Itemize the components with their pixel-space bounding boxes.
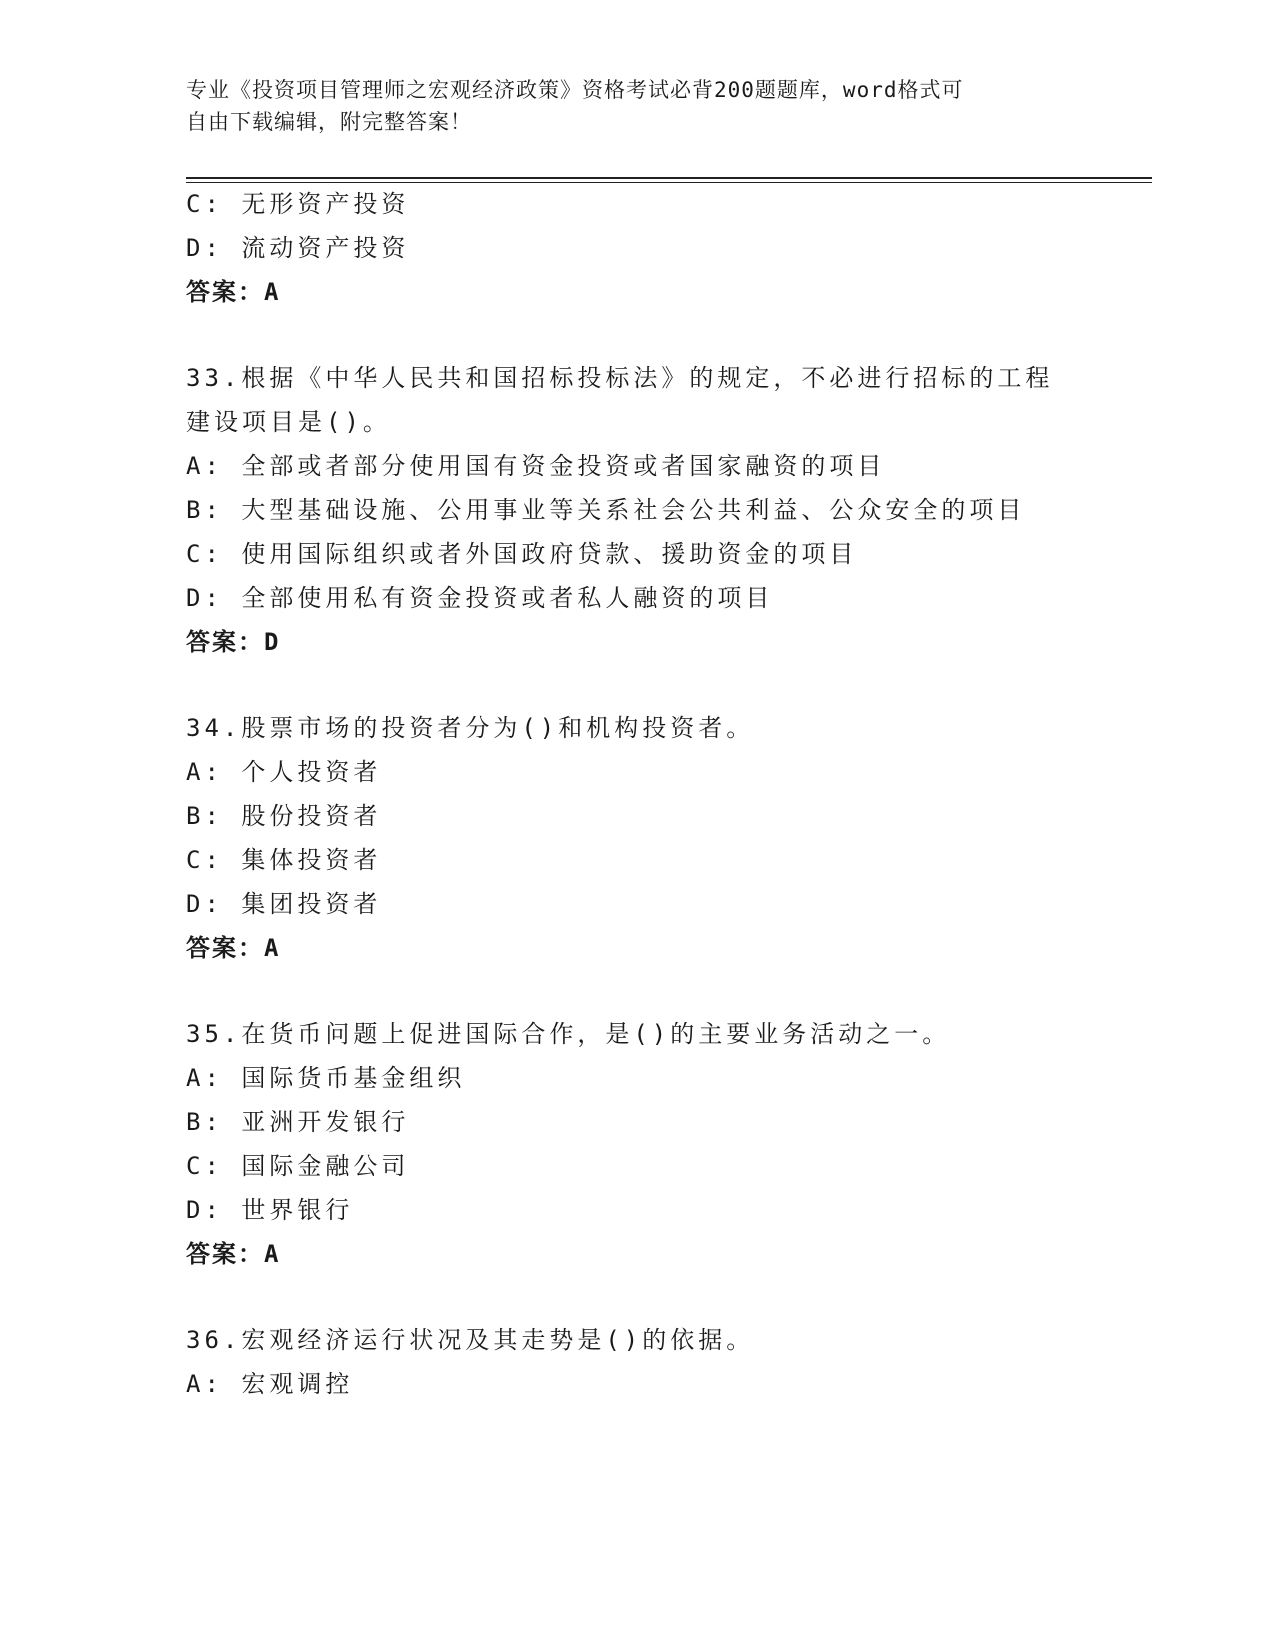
header-line-2: 自由下载编辑，附完整答案！ (186, 110, 472, 134)
q34-option-d: D: 集团投资者 (186, 890, 382, 918)
q33-answer: 答案：D (186, 628, 281, 656)
q34-option-b: B: 股份投资者 (186, 802, 382, 830)
q34-option-c: C: 集体投资者 (186, 846, 382, 874)
header-rule-thin (186, 182, 1152, 183)
q34-question: 34.股票市场的投资者分为()和机构投资者。 (186, 714, 755, 742)
q34-option-a: A: 个人投资者 (186, 758, 382, 786)
document-header (186, 74, 1086, 138)
q33-question-line-1: 33.根据《中华人民共和国招标投标法》的规定，不必进行招标的工程 (186, 364, 1054, 392)
header-line-1: 专业《投资项目管理师之宏观经济政策》资格考试必背200题题库，word格式可 (186, 78, 964, 102)
q36-option-a: A: 宏观调控 (186, 1370, 354, 1398)
q33-option-c: C: 使用国际组织或者外国政府贷款、援助资金的项目 (186, 540, 858, 568)
q33-question-line-2: 建设项目是()。 (186, 408, 391, 436)
q32-option-d: D: 流动资产投资 (186, 234, 410, 262)
q32-option-c: C: 无形资产投资 (186, 190, 410, 218)
q35-option-c: C: 国际金融公司 (186, 1152, 410, 1180)
q35-option-b: B: 亚洲开发银行 (186, 1108, 410, 1136)
header-rule-thick (186, 177, 1152, 179)
q33-option-b: B: 大型基础设施、公用事业等关系社会公共利益、公众安全的项目 (186, 496, 1026, 524)
q35-option-d: D: 世界银行 (186, 1196, 354, 1224)
q33-option-d: D: 全部使用私有资金投资或者私人融资的项目 (186, 584, 774, 612)
q34-answer: 答案：A (186, 934, 281, 962)
q36-question: 36.宏观经济运行状况及其走势是()的依据。 (186, 1326, 755, 1354)
q32-answer: 答案：A (186, 278, 281, 306)
q35-answer: 答案：A (186, 1240, 281, 1268)
q35-question: 35.在货币问题上促进国际合作，是()的主要业务活动之一。 (186, 1020, 951, 1048)
q35-option-a: A: 国际货币基金组织 (186, 1064, 466, 1092)
q33-option-a: A: 全部或者部分使用国有资金投资或者国家融资的项目 (186, 452, 886, 480)
